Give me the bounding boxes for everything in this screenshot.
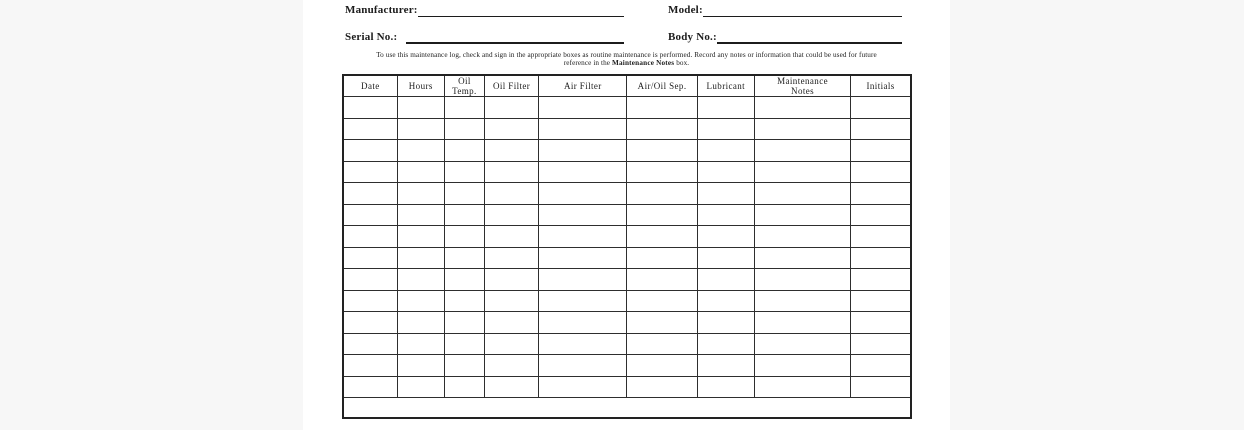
log-cell-empty	[484, 290, 538, 312]
maintenance-log-table	[342, 74, 912, 419]
log-cell-empty	[397, 312, 444, 334]
log-cell-empty	[444, 226, 484, 248]
log-cell-empty	[397, 226, 444, 248]
log-cell-empty	[484, 140, 538, 162]
log-cell-empty	[697, 183, 754, 205]
log-cell-empty	[627, 161, 697, 183]
log-cell-empty	[343, 140, 397, 162]
log-cell-empty	[343, 183, 397, 205]
log-cell-empty	[444, 204, 484, 226]
instruction-bold-phrase: Maintenance Notes	[612, 58, 675, 67]
footer-row	[343, 398, 911, 419]
log-cell-empty	[539, 376, 627, 398]
log-cell-empty	[697, 312, 754, 334]
column-header-hours: Hours	[397, 75, 444, 97]
body-no-label: Body No.:	[668, 31, 717, 43]
log-cell-empty	[444, 140, 484, 162]
log-cell-empty	[851, 247, 911, 269]
manufacturer-blank-line	[418, 3, 624, 17]
log-cell-empty	[627, 140, 697, 162]
log-cell-empty	[397, 204, 444, 226]
log-cell-empty	[539, 118, 627, 140]
log-cell-empty	[754, 204, 850, 226]
log-cell-empty	[754, 333, 850, 355]
log-cell-empty	[851, 161, 911, 183]
log-cell-empty	[444, 355, 484, 377]
log-cell-empty	[697, 355, 754, 377]
instruction-part1: To use this maintenance log, check and sign in the appropriate boxes as routine maintenance is performed. Record any notes or information that could be used for future reference in the	[376, 51, 877, 67]
log-cell-empty	[754, 355, 850, 377]
log-cell-empty	[754, 226, 850, 248]
log-cell-empty	[484, 269, 538, 291]
log-cell-empty	[343, 376, 397, 398]
column-header-air-filter: Air Filter	[539, 75, 627, 97]
column-header-oil-filter: Oil Filter	[484, 75, 538, 97]
log-cell-empty	[851, 333, 911, 355]
log-cell-empty	[627, 376, 697, 398]
log-row-empty	[343, 247, 911, 269]
log-cell-empty	[397, 97, 444, 119]
log-row-empty	[343, 376, 911, 398]
log-table-body	[343, 97, 911, 398]
body-no-blank-line	[717, 29, 902, 44]
log-cell-empty	[484, 355, 538, 377]
log-cell-empty	[851, 140, 911, 162]
log-cell-empty	[851, 355, 911, 377]
log-cell-empty	[697, 226, 754, 248]
log-cell-empty	[697, 269, 754, 291]
log-cell-empty	[627, 97, 697, 119]
table-header-row	[343, 75, 911, 97]
log-cell-empty	[627, 269, 697, 291]
model-field	[668, 3, 902, 17]
log-cell-empty	[343, 312, 397, 334]
log-cell-empty	[754, 140, 850, 162]
serial-no-blank-line	[406, 29, 624, 44]
log-cell-empty	[539, 269, 627, 291]
log-cell-empty	[484, 247, 538, 269]
log-cell-empty	[397, 140, 444, 162]
log-cell-empty	[484, 312, 538, 334]
column-header-oil-temp: Oil Temp.	[444, 75, 484, 97]
log-cell-empty	[851, 118, 911, 140]
log-cell-empty	[444, 161, 484, 183]
log-cell-empty	[539, 312, 627, 334]
log-cell-empty	[627, 204, 697, 226]
log-cell-empty	[484, 183, 538, 205]
log-cell-empty	[343, 118, 397, 140]
log-cell-empty	[444, 269, 484, 291]
log-cell-empty	[697, 161, 754, 183]
log-cell-empty	[627, 118, 697, 140]
log-cell-empty	[851, 97, 911, 119]
log-cell-empty	[444, 376, 484, 398]
log-cell-empty	[697, 247, 754, 269]
log-cell-empty	[539, 97, 627, 119]
log-cell-empty	[444, 333, 484, 355]
log-cell-empty	[754, 376, 850, 398]
serial-no-field	[345, 29, 624, 44]
log-cell-empty	[444, 183, 484, 205]
log-cell-empty	[484, 204, 538, 226]
log-cell-empty	[484, 97, 538, 119]
log-cell-empty	[539, 183, 627, 205]
log-row-empty	[343, 290, 911, 312]
log-row-empty	[343, 269, 911, 291]
model-label: Model:	[668, 4, 703, 16]
log-cell-empty	[444, 290, 484, 312]
log-cell-empty	[697, 118, 754, 140]
log-row-empty	[343, 118, 911, 140]
log-cell-empty	[444, 312, 484, 334]
log-cell-empty	[627, 312, 697, 334]
serial-no-label: Serial No.:	[345, 31, 398, 43]
log-cell-empty	[754, 312, 850, 334]
log-cell-empty	[539, 333, 627, 355]
log-cell-empty	[397, 183, 444, 205]
log-cell-empty	[754, 247, 850, 269]
log-cell-empty	[343, 333, 397, 355]
log-cell-empty	[539, 355, 627, 377]
document-page	[303, 0, 950, 430]
log-cell-empty	[697, 290, 754, 312]
log-cell-empty	[397, 161, 444, 183]
log-cell-empty	[484, 161, 538, 183]
log-cell-empty	[851, 183, 911, 205]
log-cell-empty	[343, 269, 397, 291]
column-header-lubricant: Lubricant	[697, 75, 754, 97]
log-row-empty	[343, 204, 911, 226]
log-cell-empty	[539, 204, 627, 226]
log-cell-empty	[754, 161, 850, 183]
log-cell-empty	[627, 247, 697, 269]
log-cell-empty	[697, 97, 754, 119]
log-cell-empty	[397, 355, 444, 377]
log-cell-empty	[343, 204, 397, 226]
log-cell-empty	[627, 355, 697, 377]
log-cell-empty	[754, 290, 850, 312]
log-cell-empty	[851, 204, 911, 226]
log-cell-empty	[539, 290, 627, 312]
log-row-empty	[343, 355, 911, 377]
model-blank-line	[703, 3, 902, 17]
log-cell-empty	[697, 376, 754, 398]
log-cell-empty	[851, 376, 911, 398]
log-cell-empty	[754, 183, 850, 205]
instruction-part2: box.	[674, 58, 690, 67]
log-cell-empty	[444, 118, 484, 140]
manufacturer-field	[345, 3, 624, 17]
log-row-empty	[343, 97, 911, 119]
log-cell-empty	[697, 204, 754, 226]
log-cell-empty	[697, 140, 754, 162]
log-cell-empty	[754, 118, 850, 140]
log-cell-empty	[484, 226, 538, 248]
log-cell-empty	[397, 118, 444, 140]
log-cell-empty	[484, 333, 538, 355]
log-cell-empty	[627, 290, 697, 312]
log-cell-empty	[397, 247, 444, 269]
log-cell-empty	[851, 290, 911, 312]
log-cell-empty	[754, 97, 850, 119]
log-row-empty	[343, 140, 911, 162]
log-cell-empty	[539, 161, 627, 183]
log-cell-empty	[343, 247, 397, 269]
log-cell-empty	[343, 161, 397, 183]
column-header-date: Date	[343, 75, 397, 97]
log-row-empty	[343, 183, 911, 205]
log-cell-empty	[697, 333, 754, 355]
log-cell-empty	[627, 183, 697, 205]
log-cell-empty	[851, 226, 911, 248]
footer-full-width-cell	[343, 398, 911, 419]
log-cell-empty	[851, 269, 911, 291]
column-header-maintenance-notes: Maintenance Notes	[754, 75, 850, 97]
log-cell-empty	[343, 290, 397, 312]
log-cell-empty	[397, 269, 444, 291]
log-cell-empty	[754, 269, 850, 291]
log-cell-empty	[397, 290, 444, 312]
log-cell-empty	[444, 247, 484, 269]
log-cell-empty	[484, 118, 538, 140]
log-cell-empty	[484, 376, 538, 398]
log-cell-empty	[343, 355, 397, 377]
log-cell-empty	[851, 312, 911, 334]
log-row-empty	[343, 161, 911, 183]
log-row-empty	[343, 333, 911, 355]
log-cell-empty	[343, 226, 397, 248]
log-cell-empty	[539, 140, 627, 162]
log-cell-empty	[343, 97, 397, 119]
log-row-empty	[343, 312, 911, 334]
manufacturer-label: Manufacturer:	[345, 4, 418, 16]
log-cell-empty	[539, 226, 627, 248]
body-no-field	[668, 29, 902, 44]
column-header-air-oil-sep: Air/Oil Sep.	[627, 75, 697, 97]
column-header-initials: Initials	[851, 75, 911, 97]
log-cell-empty	[397, 333, 444, 355]
log-cell-empty	[539, 247, 627, 269]
log-cell-empty	[397, 376, 444, 398]
instruction-text	[371, 52, 883, 68]
log-cell-empty	[627, 333, 697, 355]
log-cell-empty	[627, 226, 697, 248]
log-cell-empty	[444, 97, 484, 119]
log-row-empty	[343, 226, 911, 248]
